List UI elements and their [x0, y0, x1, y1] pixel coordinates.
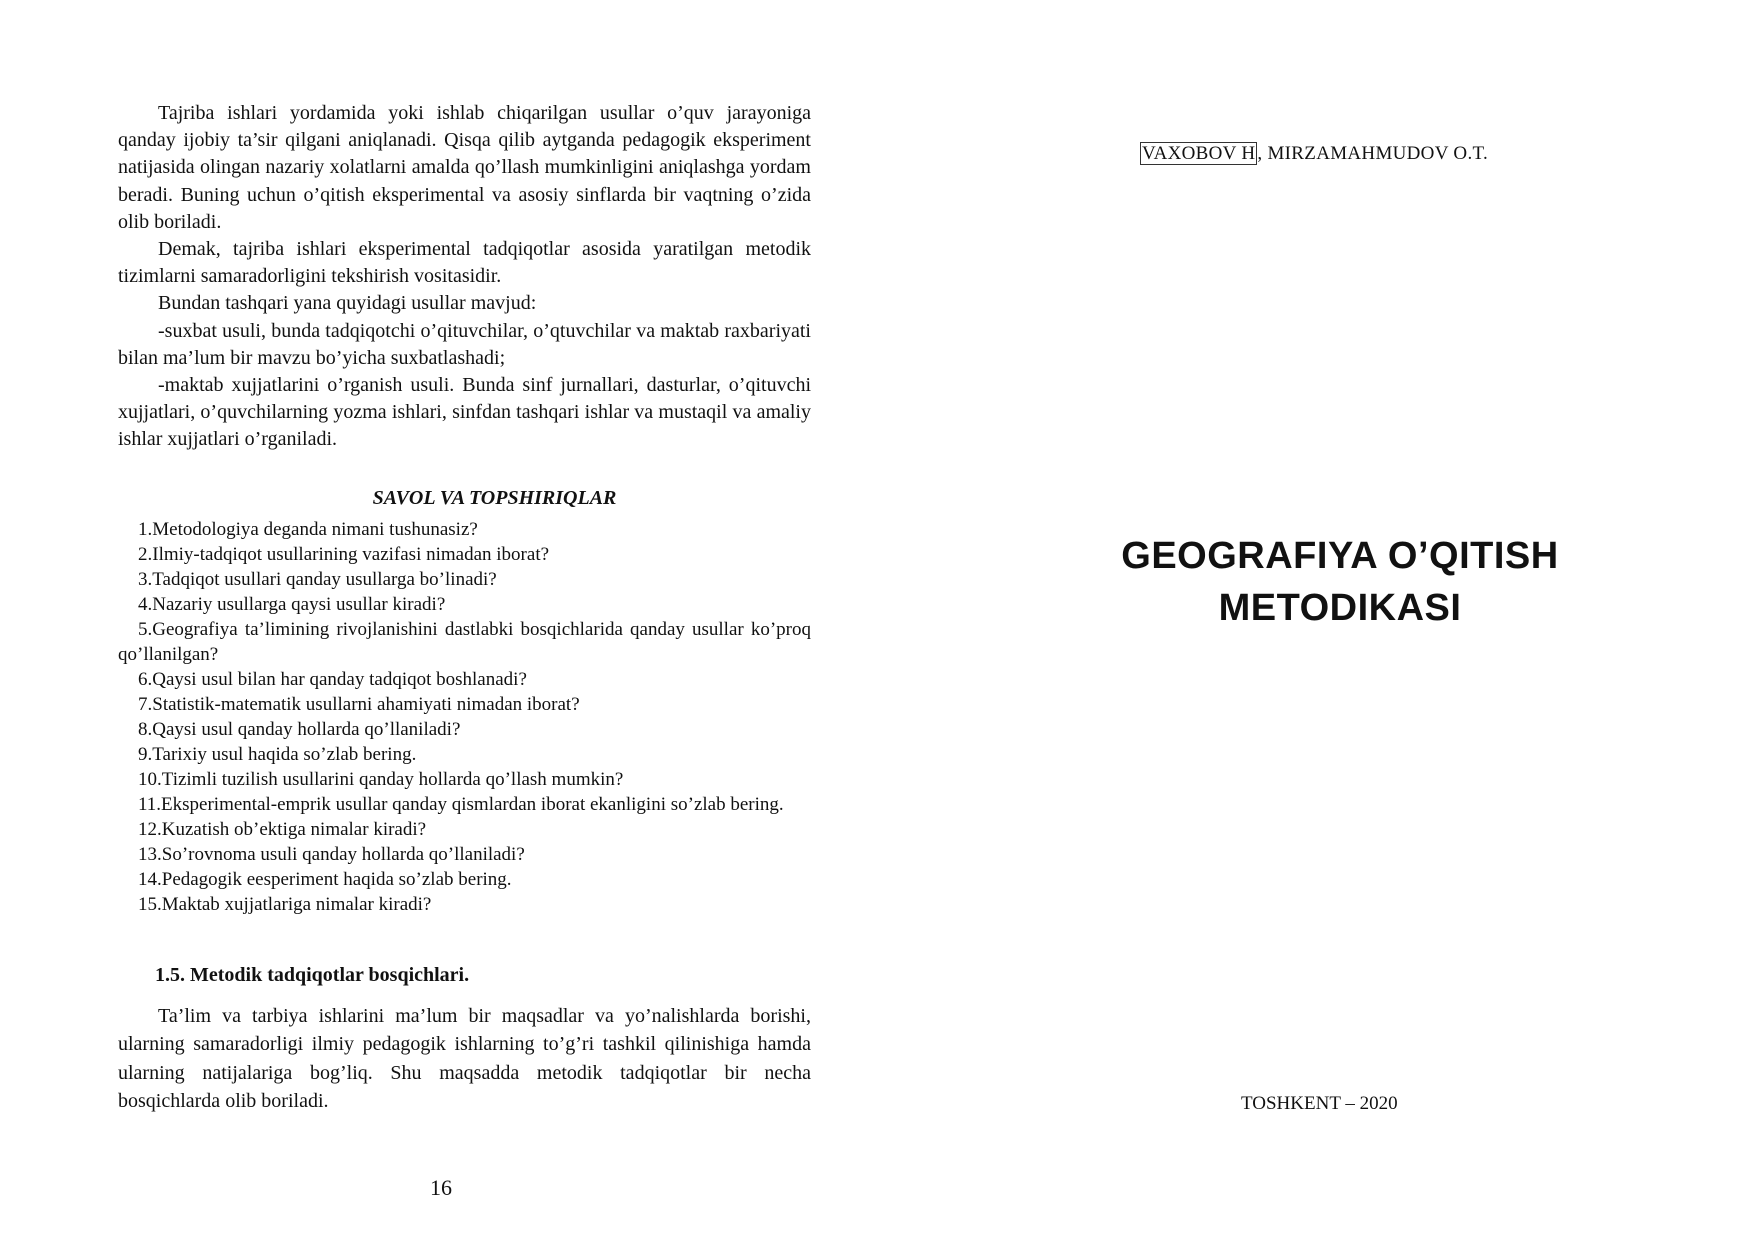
paragraph-4: -suxbat usuli, bunda tadqiqotchi o’qituvchilar, o’qtuvchilar va maktab raxbariyati bilan ma’lum bir mavzu bo’yicha suxbatlashadi;: [118, 319, 811, 369]
paragraph-2: Demak, tajriba ishlari eksperimental tadqiqotlar asosida yaratilgan metodik tizimlarni samaradorligini tekshirish vositasidir.: [118, 238, 811, 288]
paragraph-5: -maktab xujjatlarini o’rganish usuli. Bunda sinf jurnallari, dasturlar, o’qituvchi xujjatlari, o’quvchilarning yozma ishlari, sinfdan tashqari ishlar va mustaqil va amaliy ishlar xujjatlari o’rganiladi.: [118, 374, 811, 451]
right-page: [1000, 0, 1680, 1240]
question-item: 8.Qaysi usul qanday hollarda qo’llaniladi?: [138, 718, 461, 740]
question-item: 3.Tadqiqot usullari qanday usullarga bo’linadi?: [138, 568, 497, 590]
question-item: 1.Metodologiya deganda nimani tushunasiz?: [138, 518, 478, 540]
book-title-line-2: METODIKASI: [1218, 587, 1462, 629]
city-year: TOSHKENT – 2020: [1241, 1093, 1398, 1114]
question-item: 13.So’rovnoma usuli qanday hollarda qo’llaniladi?: [138, 843, 525, 865]
section-title: 1.5. Metodik tadqiqotlar bosqichlari.: [155, 963, 470, 986]
question-item: 4.Nazariy usullarga qaysi usullar kiradi?: [138, 593, 446, 615]
authors-line: [1140, 143, 1488, 165]
question-item: 5.Geografiya ta’limining rivojlanishini dastlabki bosqichlarida qanday usullar ko’proq qo’llanilgan?: [118, 618, 811, 665]
question-item: 9.Tarixiy usul haqida so’zlab bering.: [138, 743, 417, 765]
question-item: 15.Maktab xujjatlariga nimalar kiradi?: [138, 893, 432, 915]
questions-heading: SAVOL VA TOPSHIRIQLAR: [372, 486, 617, 509]
book-title: [1000, 530, 1680, 634]
paragraph-1: Tajriba ishlari yordamida yoki ishlab chiqarilgan usullar o’quv jarayoniga qanday ijobiy ta’sir qilgani aniqlanadi. Qisqa qilib aytganda pedagogik eksperiment natijasida olingan nazariy xolatlarni amalda qo’llash mumkinligini aniqlashga yordam beradi. Buning uchun o’qitish eksperimental va asosiy sinflarda bir vaqtning o’zida olib boriladi.: [118, 102, 811, 233]
question-item: 10.Tizimli tuzilish usullarini qanday hollarda qo’llash mumkin?: [138, 768, 624, 790]
paragraph-3: Bundan tashqari yana quyidagi usullar mavjud:: [158, 292, 537, 315]
question-item: 6.Qaysi usul bilan har qanday tadqiqot boshlanadi?: [138, 668, 527, 690]
questions-list: [118, 517, 811, 917]
question-item: 2.Ilmiy-tadqiqot usullarining vazifasi nimadan iborat?: [138, 543, 550, 565]
author-rest: , MIRZAMAHMUDOV O.T.: [1257, 143, 1489, 164]
page-number: 16: [430, 1175, 452, 1200]
question-item: 7.Statistik-matematik usullarni ahamiyati nimadan iborat?: [138, 693, 580, 715]
section-paragraph: Ta’lim va tarbiya ishlarini ma’lum bir maqsadlar va yo’nalishlarda borishi, ularning samaradorligi ilmiy pedagogik ishlarning to’g’ri tashkil qilinishiga hamda ularning natijalariga bog’liq. Shu maqsadda metodik tadqiqotlar bir necha bosqichlarda olib boriladi.: [118, 1004, 811, 1113]
question-item: 14.Pedagogik eesperiment haqida so’zlab bering.: [138, 868, 512, 890]
question-item: 11.Eksperimental-emprik usullar qanday qismlardan iborat ekanligini so’zlab bering.: [138, 793, 784, 815]
author-boxed: VAXOBOV H: [1142, 143, 1256, 164]
left-page: [118, 100, 811, 1220]
book-title-line-1: GEOGRAFIYA O’QITISH: [1121, 535, 1559, 577]
question-item: 12.Kuzatish ob’ektiga nimalar kiradi?: [138, 818, 427, 840]
